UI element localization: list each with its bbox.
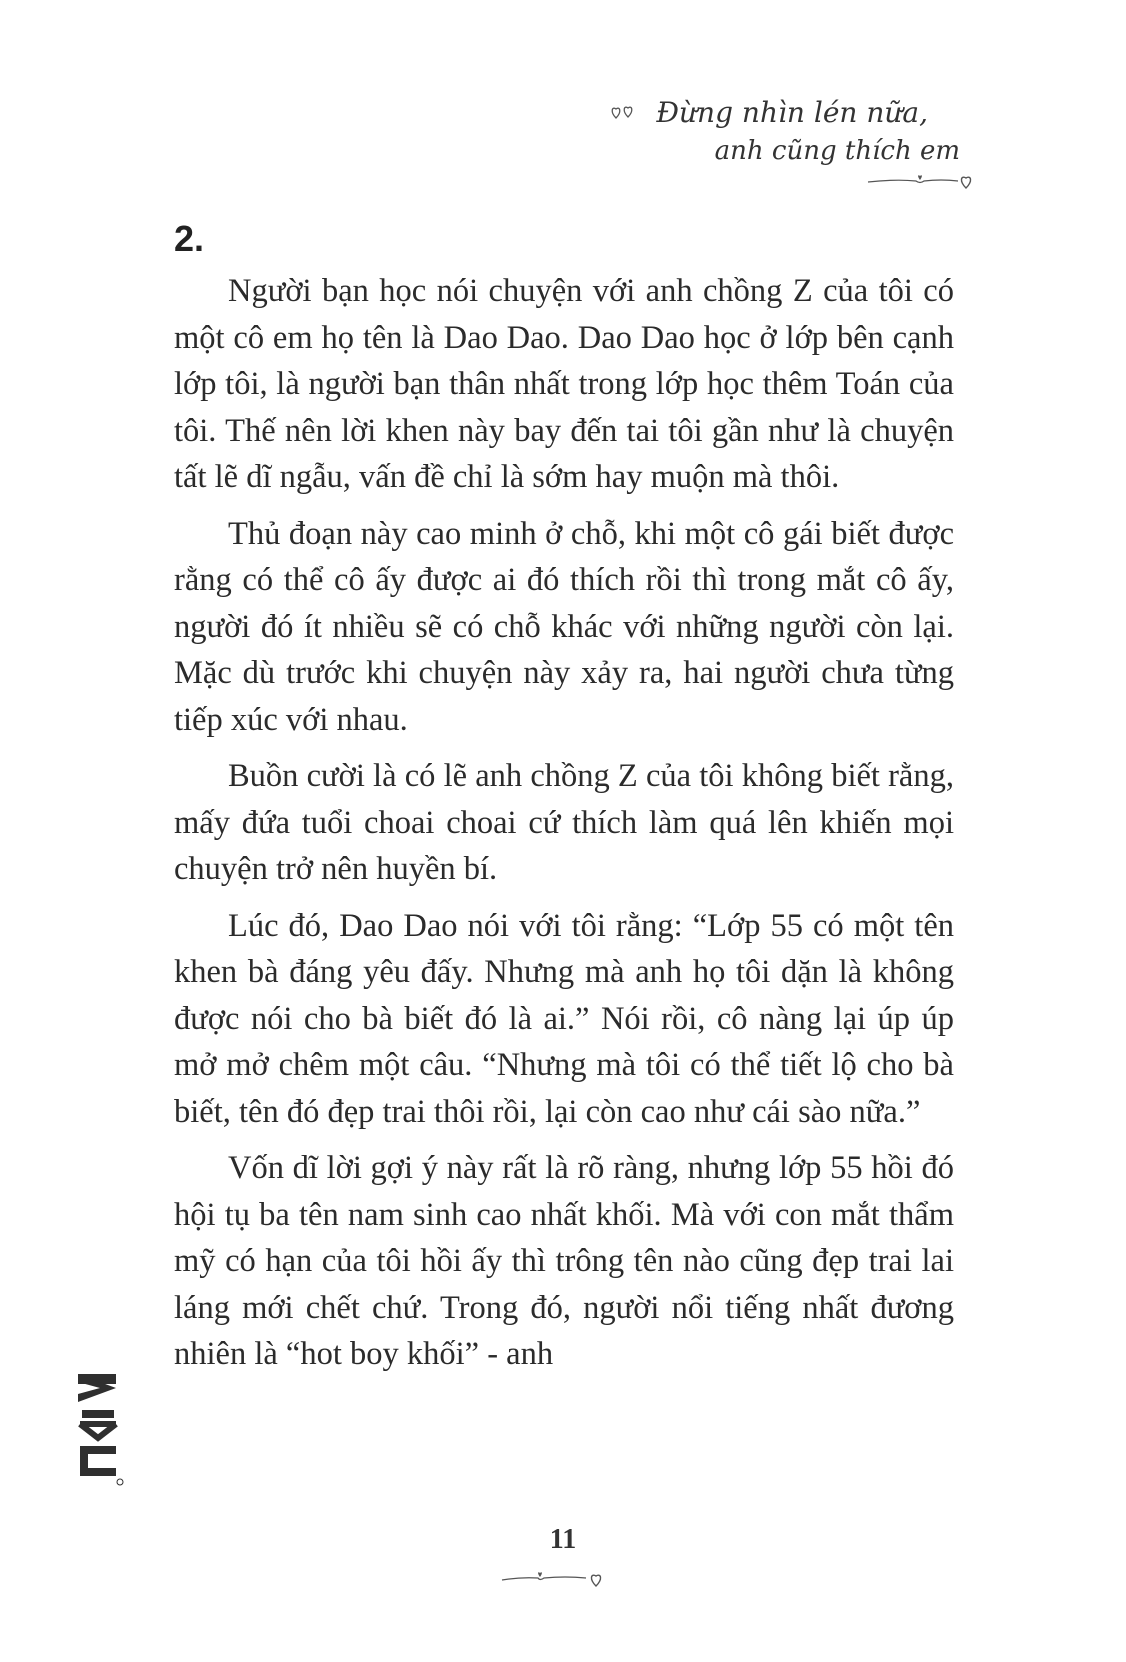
- heart-rule-ornament: [866, 166, 976, 194]
- paragraph: Thủ đoạn này cao minh ở chỗ, khi một cô gái biết được rằng có thể cô ấy được ai đó thích rồi thì trong mắt cô ấy, người đó ít nhiều sẽ có chỗ khác với những người còn lại. Mặc dù trước khi chuyện này xảy ra, hai người chưa từng tiếp xúc với nhau.: [174, 515, 954, 738]
- running-head-title-line1: Đừng nhìn lén nữa,: [656, 96, 928, 129]
- paragraph: Vốn dĩ lời gợi ý này rất là rõ ràng, nhưng lớp 55 hồi đó hội tụ ba tên nam sinh cao nhất khối. Mà với con mắt thẩm mỹ có hạn của tôi hồi ấy thì trông tên nào cũng đẹp trai lai láng mới chết chứ. Trong đó, người nổi tiếng nhất đương nhiên là “hot boy khối” - anh: [174, 1150, 954, 1372]
- page-number: 11: [549, 1524, 577, 1555]
- body-text: [174, 268, 954, 1388]
- publisher-logo: [68, 1368, 128, 1488]
- double-heart-icon: [610, 102, 640, 122]
- paragraph: Buồn cười là có lẽ anh chồng Z của tôi không biết rằng, mấy đứa tuổi choai choai cứ thích làm quá lên khiến mọi chuyện trở nên huyền bí.: [174, 758, 954, 887]
- chapter-number: 2.: [174, 218, 205, 259]
- azvietnam-logo-icon: [68, 1368, 128, 1488]
- heart-rule-ornament: [500, 1566, 610, 1592]
- paragraph: Lúc đó, Dao Dao nói với tôi rằng: “Lớp 55 có một tên khen bà đáng yêu đấy. Nhưng mà anh họ tôi dặn là không được nói cho bà biết đó là ai.” Nói rồi, cô nàng lại úp úp mở mở chêm một câu. “Nhưng mà tôi có thể tiết lộ cho bà biết, tên đó đẹp trai thôi rồi, lại còn cao như cái sào nữa.”: [174, 907, 954, 1130]
- paragraph: Người bạn học nói chuyện với anh chồng Z của tôi có một cô em họ tên là Dao Dao. Dao Dao học ở lớp bên cạnh lớp tôi, là người bạn thân nhất trong lớp học thêm Toán của tôi. Thế nên lời khen này bay đến tai tôi gần như là chuyện tất lẽ dĩ ngẫu, vấn đề chỉ là sớm hay muộn mà thôi.: [174, 273, 954, 495]
- running-head-title-line2: anh cũng thích em: [714, 136, 960, 166]
- running-head: [556, 96, 976, 196]
